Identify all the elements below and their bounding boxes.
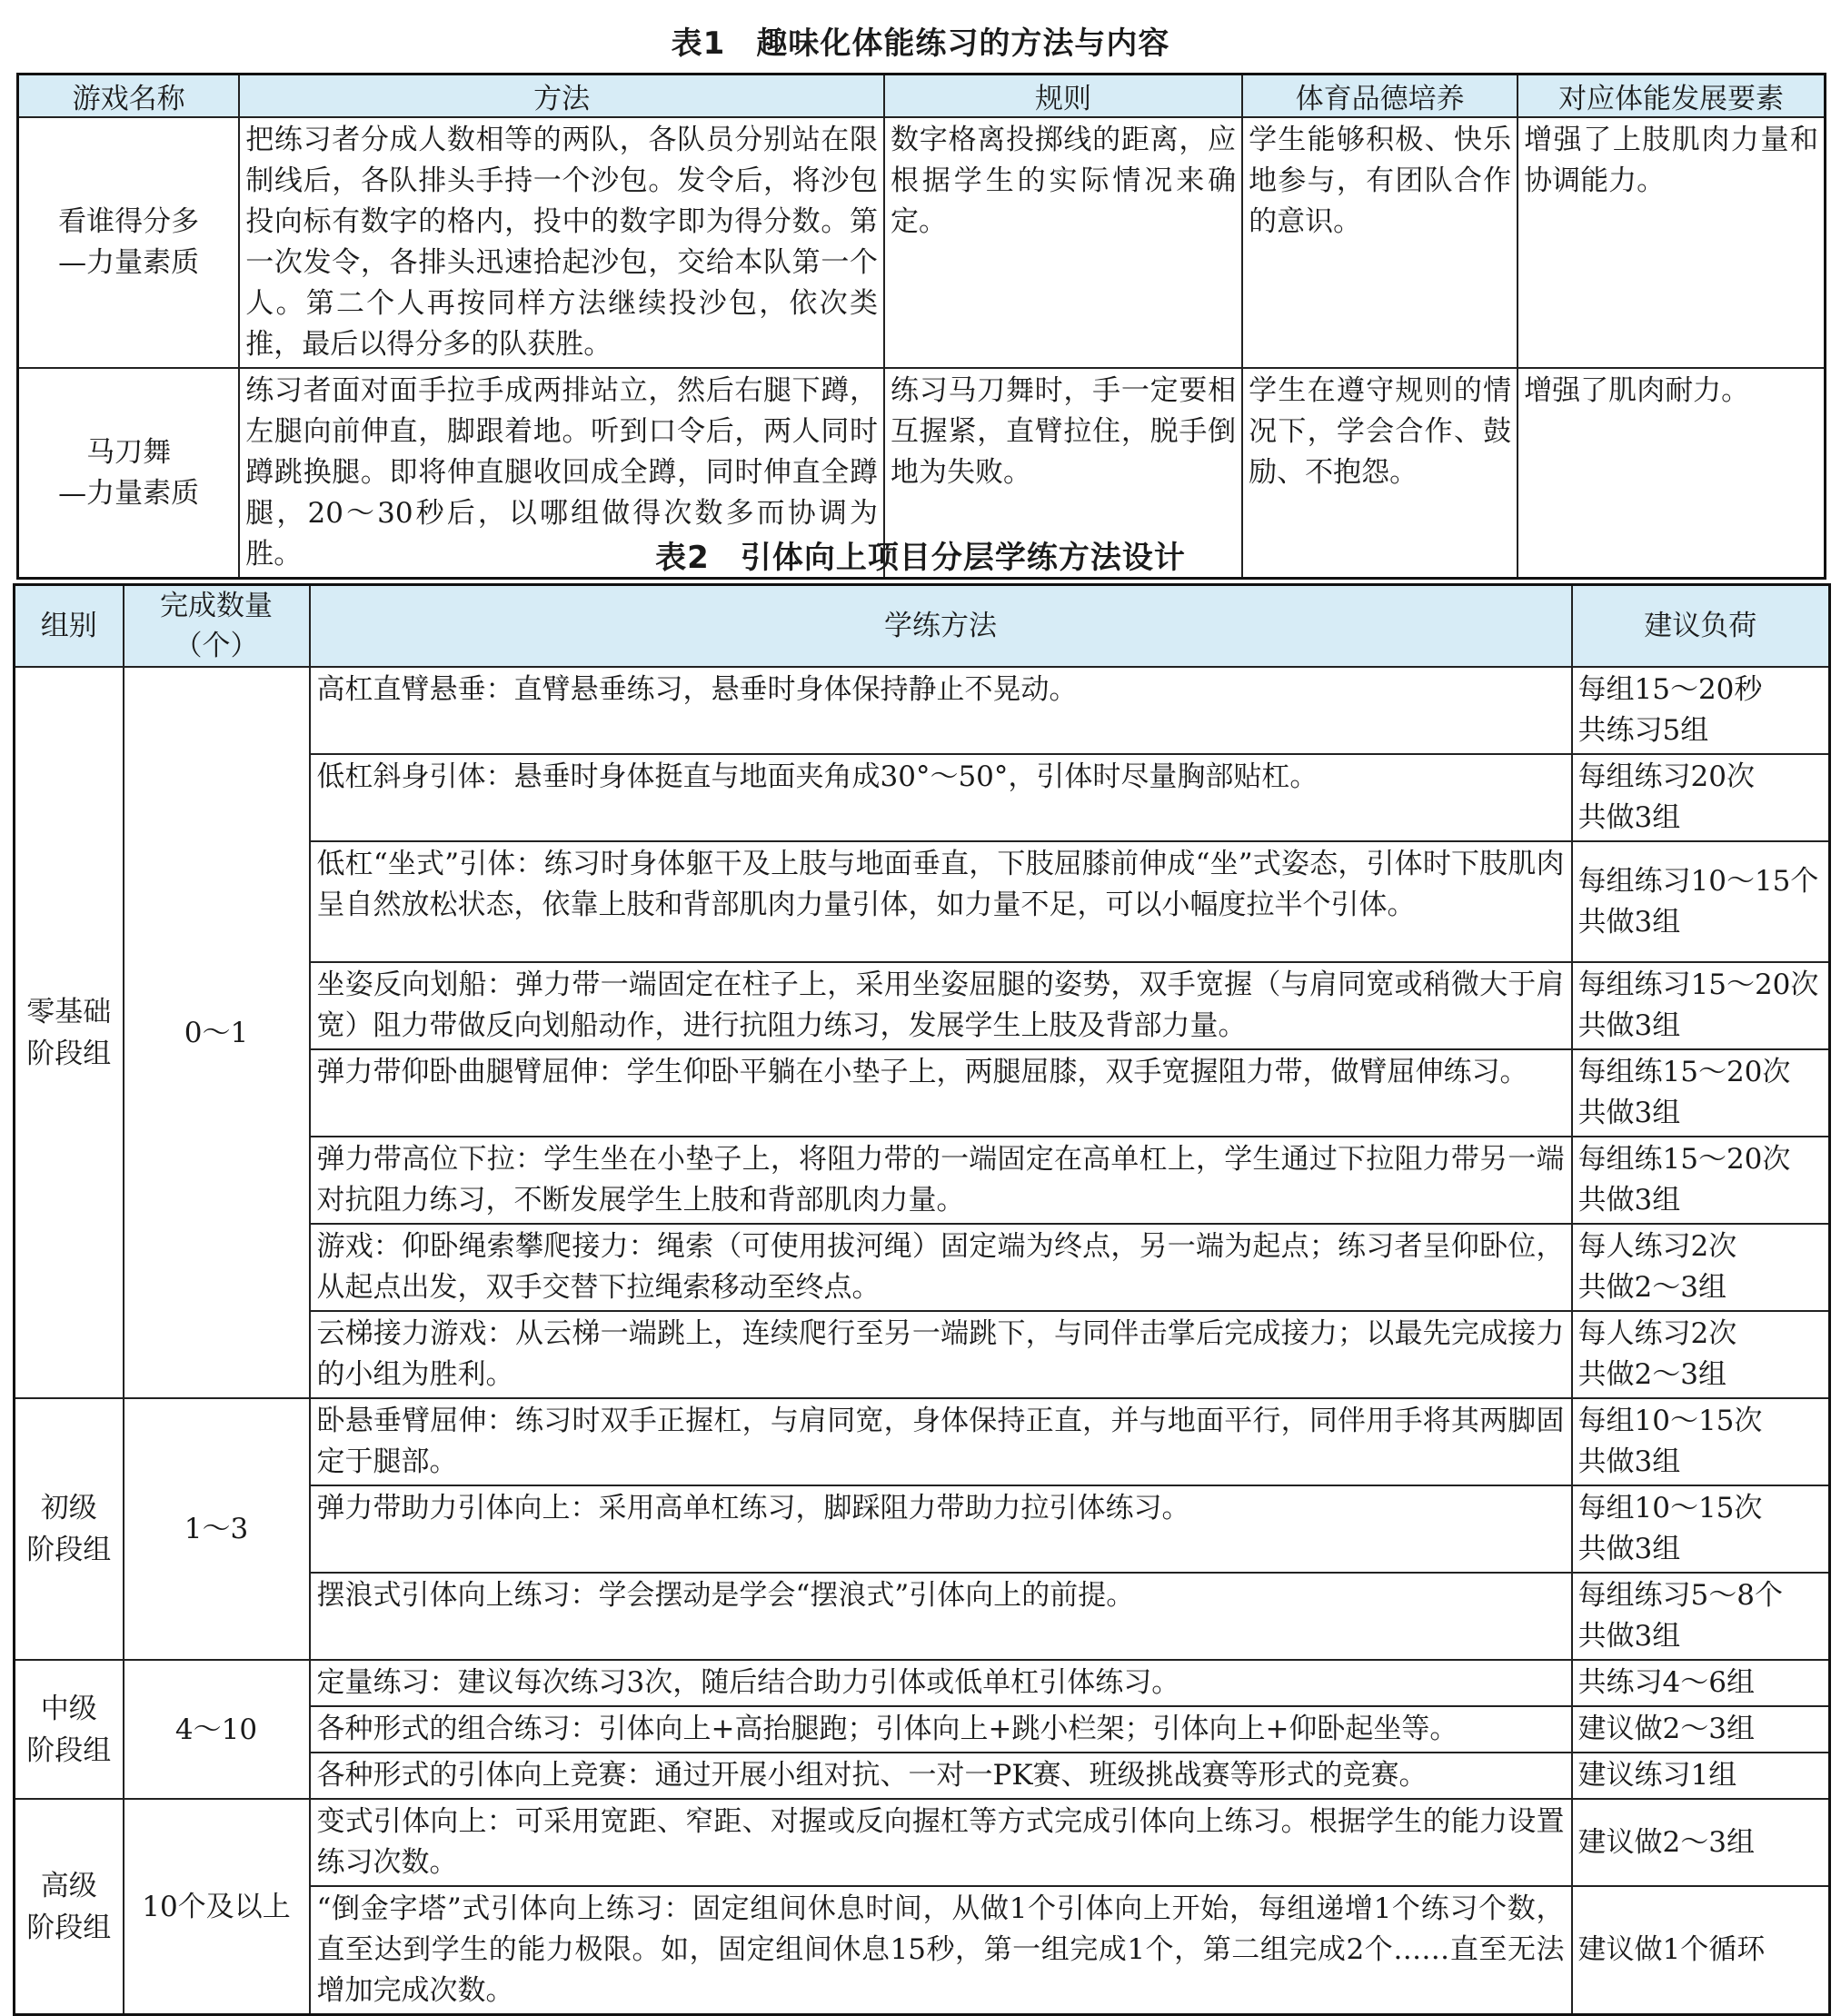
group-name: 初级 (40, 1492, 97, 1524)
load-line: 每组练习20次 (1577, 760, 1755, 793)
load-cell (1572, 1137, 1830, 1224)
group-cell (15, 1660, 124, 1799)
method-cell: 把练习者分成人数相等的两队，各队员分别站在限制线后，各队排头手持一个沙包。发令后，将沙包投向标有数字的格内，投中的数字即为得分数。第一次发令，各排头迅速拾起沙包，交给本队第一个人。第二个人再按同样方法继续投沙包，依次类推，最后以得分多的队获胜。 (239, 117, 884, 368)
table1-header-method: 方法 (239, 74, 884, 118)
game-quality: —力量素质 (58, 246, 200, 279)
table1-caption (0, 18, 1841, 63)
group-cell (15, 667, 124, 1398)
load-line: 每人练习2次 (1577, 1230, 1737, 1263)
table2-header-row (15, 585, 1830, 668)
count-header-label: 完成数量 (160, 590, 273, 622)
method-cell: 弹力带助力引体向上：采用高单杠练习，脚踩阻力带助力拉引体练习。 (310, 1485, 1572, 1573)
group-name: 高级 (40, 1869, 97, 1902)
load-cell: 建议做2～3组 (1572, 1706, 1830, 1753)
table2-header-count (124, 585, 310, 668)
element-cell: 增强了肌肉耐力。 (1518, 368, 1825, 579)
count-cell: 0～1 (124, 667, 310, 1398)
group-cell (15, 1799, 124, 2015)
table2-header-load: 建议负荷 (1572, 585, 1830, 668)
table2-header-method: 学练方法 (310, 585, 1572, 668)
table2 (13, 583, 1831, 2016)
load-line: 每组10～15次 (1577, 1492, 1763, 1524)
group-stage: 阶段组 (26, 1037, 112, 1070)
load-line: 共练习5组 (1577, 714, 1709, 747)
table1-header-rule: 规则 (884, 74, 1242, 118)
method-cell: 低杠“坐式”引体：练习时身体躯干及上肢与地面垂直，下肢屈膝前伸成“坐”式姿态，引体时下肢肌肉呈自然放松状态，依靠上肢和背部肌肉力量引体，如力量不足，可以小幅度拉半个引体。 (310, 841, 1572, 962)
load-cell (1572, 667, 1830, 754)
load-line: 每人练习2次 (1577, 1317, 1737, 1350)
load-line: 每组练习10～15个 (1577, 864, 1819, 898)
method-cell: 定量练习：建议每次练习3次，随后结合助力引体或低单杠引体练习。 (310, 1660, 1572, 1706)
load-cell (1572, 962, 1830, 1049)
count-header-unit: （个） (174, 630, 259, 662)
element-cell: 增强了上肢肌肉力量和协调能力。 (1518, 117, 1825, 368)
table-row (15, 1398, 1830, 1485)
table2-caption-title: 引体向上项目分层学练方法设计 (740, 540, 1186, 576)
load-line: 共做3组 (1577, 801, 1681, 834)
game-name: 马刀舞 (86, 435, 172, 469)
load-cell: 共练习4～6组 (1572, 1660, 1830, 1706)
table1-header-character: 体育品德培养 (1242, 74, 1518, 118)
method-cell: “倒金字塔”式引体向上练习：固定组间休息时间，从做1个引体向上开始，每组递增1个练习个数，直至达到学生的能力极限。如，固定组间休息15秒，第一组完成1个，第二组完成2个……直至无法增加完成次数。 (310, 1886, 1572, 2015)
load-line: 共做3组 (1577, 1184, 1681, 1217)
table1-caption-title: 趣味化体能练习的方法与内容 (756, 25, 1170, 62)
method-cell: 游戏：仰卧绳索攀爬接力：绳索（可使用拔河绳）固定端为终点，另一端为起点；练习者呈仰卧位，从起点出发，双手交替下拉绳索移动至终点。 (310, 1224, 1572, 1311)
game-quality: —力量素质 (58, 476, 200, 510)
group-cell (15, 1398, 124, 1660)
load-cell (1572, 1398, 1830, 1485)
method-cell: 各种形式的引体向上竞赛：通过开展小组对抗、一对一PK赛、班级挑战赛等形式的竞赛。 (310, 1753, 1572, 1799)
method-cell: 摆浪式引体向上练习：学会摆动是学会“摆浪式”引体向上的前提。 (310, 1573, 1572, 1660)
method-cell: 弹力带仰卧曲腿臂屈伸：学生仰卧平躺在小垫子上，两腿屈膝，双手宽握阻力带，做臂屈伸练习。 (310, 1049, 1572, 1137)
table1-header-game-name: 游戏名称 (18, 74, 240, 118)
group-stage: 阶段组 (26, 1733, 112, 1767)
method-cell: 卧悬垂臂屈伸：练习时双手正握杠，与肩同宽，身体保持正直，并与地面平行，同伴用手将其两脚固定于腿部。 (310, 1398, 1572, 1485)
table2-caption (0, 532, 1841, 577)
table-row (15, 1799, 1830, 1886)
load-line: 每组15～20秒 (1577, 673, 1763, 706)
load-line: 共做2～3组 (1577, 1271, 1727, 1304)
table-row (18, 117, 1826, 368)
load-cell (1572, 754, 1830, 841)
load-line: 共做3组 (1577, 1533, 1681, 1565)
load-cell (1572, 1311, 1830, 1398)
load-line: 每组练15～20次 (1577, 1143, 1791, 1176)
table1-header-row (18, 74, 1826, 118)
count-cell: 1～3 (124, 1398, 310, 1660)
method-cell: 各种形式的组合练习：引体向上+高抬腿跑；引体向上+跳小栏架；引体向上+仰卧起坐等。 (310, 1706, 1572, 1753)
load-line: 共做3组 (1577, 905, 1681, 938)
method-cell: 变式引体向上：可采用宽距、窄距、对握或反向握杠等方式完成引体向上练习。根据学生的能力设置练习次数。 (310, 1799, 1572, 1886)
character-cell: 学生能够积极、快乐地参与，有团队合作的意识。 (1242, 117, 1518, 368)
load-cell (1572, 1049, 1830, 1137)
game-name: 看谁得分多 (58, 205, 200, 238)
load-cell: 建议练习1组 (1572, 1753, 1830, 1799)
rule-cell: 数字格离投掷线的距离，应根据学生的实际情况来确定。 (884, 117, 1242, 368)
table2-header-group: 组别 (15, 585, 124, 668)
load-line: 每组练15～20次 (1577, 1056, 1791, 1088)
load-line: 共做3组 (1577, 1620, 1681, 1653)
group-name: 中级 (40, 1692, 97, 1725)
method-cell: 坐姿反向划船：弹力带一端固定在柱子上，采用坐姿屈腿的姿势，双手宽握（与肩同宽或稍微大于肩宽）阻力带做反向划船动作，进行抗阻力练习，发展学生上肢及背部力量。 (310, 962, 1572, 1049)
table1 (16, 73, 1826, 580)
table-row (15, 1660, 1830, 1706)
load-cell (1572, 841, 1830, 962)
method-cell: 低杠斜身引体：悬垂时身体挺直与地面夹角成30°～50°，引体时尽量胸部贴杠。 (310, 754, 1572, 841)
method-cell: 弹力带高位下拉：学生坐在小垫子上，将阻力带的一端固定在高单杠上，学生通过下拉阻力带另一端对抗阻力练习，不断发展学生上肢和背部肌肉力量。 (310, 1137, 1572, 1224)
table1-header-element: 对应体能发展要素 (1518, 74, 1825, 118)
table1-caption-number: 表1 (671, 25, 726, 62)
load-line: 共做3组 (1577, 1445, 1681, 1478)
game-name-cell (18, 117, 240, 368)
character-cell: 学生在遵守规则的情况下，学会合作、鼓励、不抱怨。 (1242, 368, 1518, 579)
group-name: 零基础 (26, 995, 112, 1028)
method-cell: 练习者面对面手拉手成两排站立，然后右腿下蹲，左腿向前伸直，脚跟着地。听到口令后，两人同时蹲跳换腿。即将伸直腿收回成全蹲，同时伸直全蹲腿，20～30秒后，以哪组做得次数多而协调为胜。 (239, 368, 884, 579)
count-cell: 4～10 (124, 1660, 310, 1799)
load-line: 每组练习5～8个 (1577, 1579, 1783, 1612)
load-line: 共做3组 (1577, 1097, 1681, 1129)
load-cell: 建议做2～3组 (1572, 1799, 1830, 1886)
method-cell: 高杠直臂悬垂：直臂悬垂练习，悬垂时身体保持静止不晃动。 (310, 667, 1572, 754)
load-line: 每组练习15～20次 (1577, 968, 1819, 1001)
method-cell: 云梯接力游戏：从云梯一端跳上，连续爬行至另一端跳下，与同伴击掌后完成接力；以最先完成接力的小组为胜利。 (310, 1311, 1572, 1398)
load-cell: 建议做1个循环 (1572, 1886, 1830, 2015)
group-stage: 阶段组 (26, 1911, 112, 1944)
load-cell (1572, 1573, 1830, 1660)
load-line: 每组10～15次 (1577, 1405, 1763, 1437)
load-cell (1572, 1224, 1830, 1311)
load-cell (1572, 1485, 1830, 1573)
table2-caption-number: 表2 (655, 540, 710, 576)
rule-cell: 练习马刀舞时，手一定要相互握紧，直臂拉住，脱手倒地为失败。 (884, 368, 1242, 579)
count-cell: 10个及以上 (124, 1799, 310, 2015)
group-stage: 阶段组 (26, 1534, 112, 1566)
load-line: 共做3组 (1577, 1009, 1681, 1042)
table-row (15, 667, 1830, 754)
load-line: 共做2～3组 (1577, 1358, 1727, 1391)
